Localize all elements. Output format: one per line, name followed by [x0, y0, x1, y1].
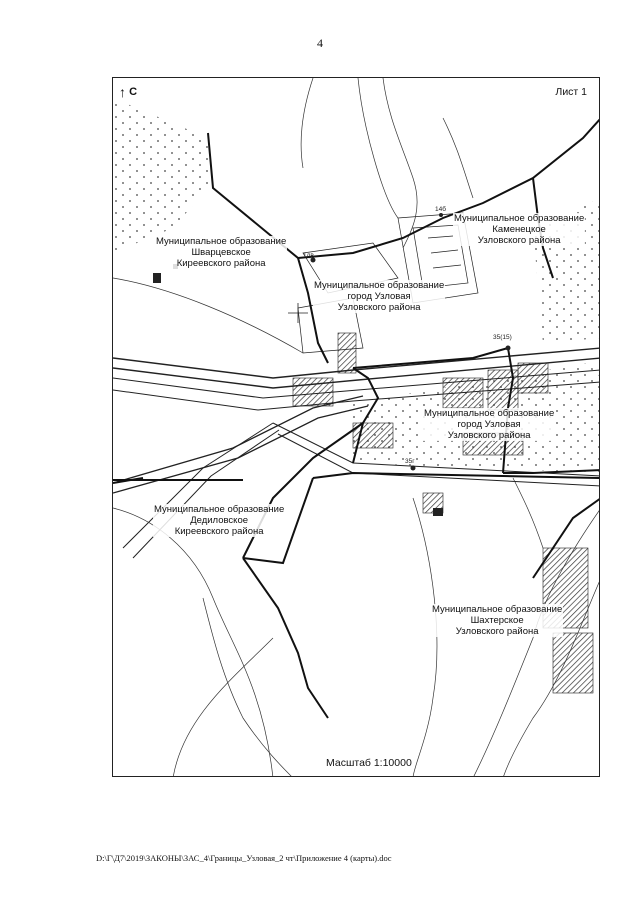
map-frame [112, 77, 600, 777]
grid-crosshair [288, 303, 308, 323]
region-label-shvartsevskoe: Муниципальное образование Шварцевское Киреевского района [156, 236, 287, 269]
north-label: С [129, 86, 138, 98]
region-label-shakhterskoe: Муниципальное образование Шахтерское Узловского района [432, 604, 563, 637]
region-label-uzlovaya-east: Муниципальное образование город Узловая Узловского района [424, 408, 555, 441]
scale-label: Масштаб 1:10000 [326, 757, 412, 769]
point-label: 35г [405, 458, 415, 465]
orchard-area-west [113, 98, 208, 253]
page-number: 4 [317, 36, 323, 50]
region-label-kamenetskoe: Муниципальное образование Каменецкое Узловского района [454, 213, 585, 246]
point-label: 14б [435, 206, 446, 213]
sheet-label: Лист 1 [555, 86, 587, 98]
region-label-uzlovaya-north: Муниципальное образование город Узловая Узловского района [314, 280, 445, 313]
north-arrow-icon: ↑ [119, 84, 126, 101]
north-indicator [119, 84, 138, 101]
file-path-footer: D:\Г\Д7\2019\ЗАКОНЫ\ЗАС_4\Границы_Узловая_2 чт\Приложение 4 (карты).doc [96, 853, 392, 863]
point-label: 1дв [303, 252, 314, 259]
region-label-dedilovskoe: Муниципальное образование Дедиловское Киреевского района [154, 504, 285, 537]
point-label: 35(15) [493, 334, 512, 341]
